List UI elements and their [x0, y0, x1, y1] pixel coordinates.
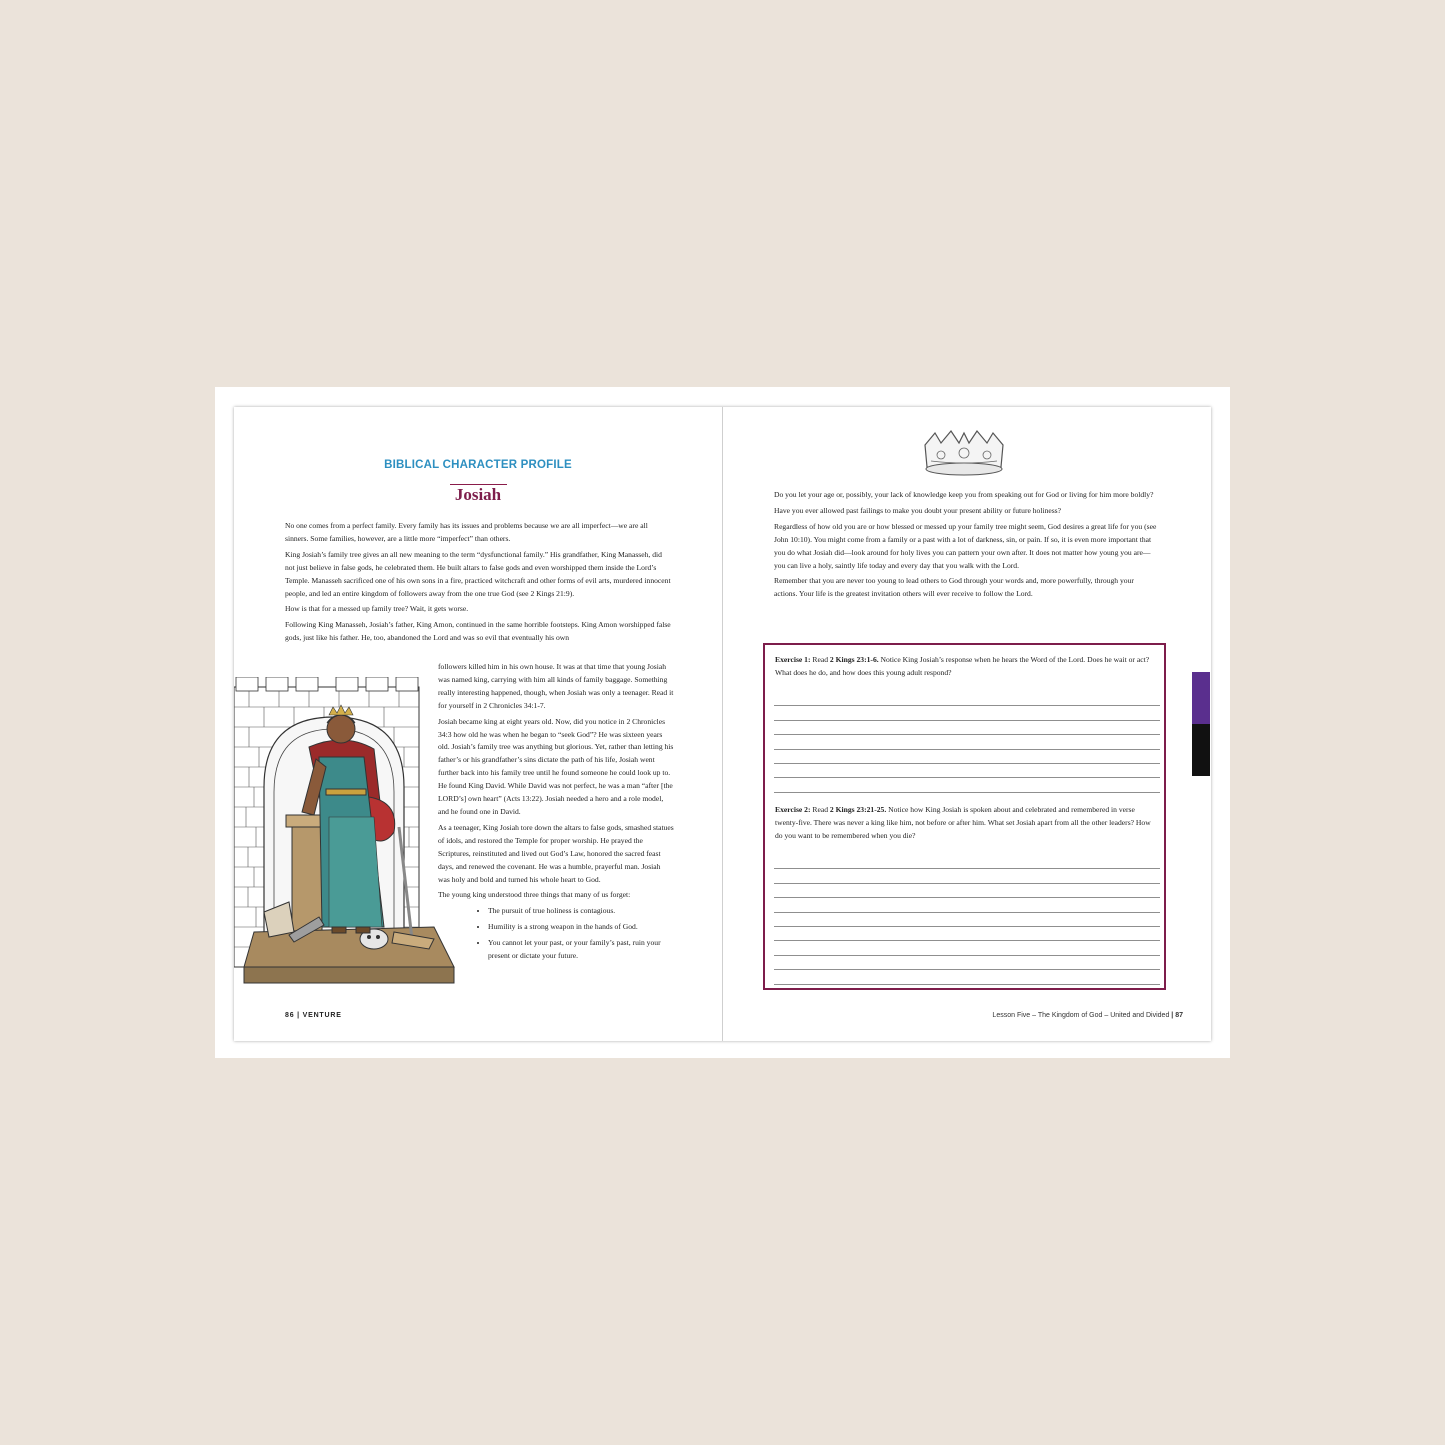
chapter-tab-purple: [1192, 672, 1210, 724]
column-text: [438, 661, 674, 966]
page-folio-left: 86 | VENTURE: [285, 1012, 342, 1019]
exercise-1-prompt: [775, 654, 1155, 680]
exercise-2-answer-lines[interactable]: [774, 855, 1160, 985]
exercise-text: Read: [810, 805, 830, 814]
exercise-box: [763, 643, 1166, 990]
exercise-text: Read: [810, 655, 830, 664]
list-item: • Humility is a strong weapon in the hands of God.: [488, 921, 674, 934]
reflection-text: [774, 489, 1158, 604]
list-item: • The pursuit of true holiness is contagious.: [488, 905, 674, 918]
paragraph: Remember that you are never too young to lead others to God through your words and, more powerfully, through your actions. Your life is the greatest invitation others will ever receive to follow the Lord.: [774, 576, 1134, 599]
paragraph: King Josiah’s family tree gives an all new meaning to the term “dysfunctional family.” His grandfather, King Manasseh, did not just believe in false gods, he celebrated them. He built altars to false gods and even worshipped them inside the Lord’s Temple. Manasseh sacrificed one of his own sons in a fire, practiced witchcraft and other forms of evil arts, murdered innocent people, and led an entire kingdom of followers away from the one true God (see 2 Kings 21:9).: [285, 549, 671, 598]
page-folio-right: [992, 1012, 1183, 1019]
exercise-text: Notice King Josiah’s response when he hears the Word of the Lord. Does he wait or act? What does he do, and how does this young adult respond?: [775, 655, 1150, 677]
paragraph: As a teenager, King Josiah tore down the altars to false gods, smashed statues of idols, and restored the Temple for proper worship. He prayed the Scriptures, reinstituted and lived out God’s Law, honored the sacred feast days, and renewed the covenant. He was a humble, prayerful man. Josiah was holy and bold and turned his whole heart to God.: [438, 822, 674, 884]
paragraph: Following King Manasseh, Josiah’s father, King Amon, continued in the same horrible footsteps. King Amon worshipped false gods, just like his father. He, too, abandoned the Lord and was so evil that eventually his own: [285, 620, 671, 643]
scripture-ref: 2 Kings 23:21-25.: [829, 805, 887, 814]
section-kicker: BIBLICAL CHARACTER PROFILE: [384, 459, 572, 471]
left-page: [234, 407, 722, 1041]
paragraph: How is that for a messed up family tree? Wait, it gets worse.: [285, 604, 469, 614]
crown-icon: [921, 429, 1007, 479]
page-title: Josiah: [454, 485, 502, 504]
intro-text: [285, 520, 671, 648]
paragraph: The young king understood three things that many of us forget:: [438, 890, 631, 900]
right-page: [723, 407, 1211, 1041]
exercise-2-prompt: [775, 804, 1155, 843]
book-spread: [234, 407, 1211, 1041]
paragraph: Do you let your age or, possibly, your lack of knowledge keep you from speaking out for God or living for him more boldly?: [774, 490, 1154, 499]
paragraph: Josiah became king at eight years old. Now, did you notice in 2 Chronicles 34:3 how old he was when he began to “seek God”? He was sixteen years old. Josiah’s family tree was anything but glorious. Yet, rather than letting his father’s or his grandfather’s sins dictate the path of his life, Josiah went further back into his family tree until he found someone he could look up to. He found King David. While David was not perfect, he was a man “after [the LORD’s] own heart” (Acts 13:22). Josiah needed a hero and a role model, and he found one in David.: [438, 716, 674, 816]
exercise-label: Exercise 2:: [775, 805, 811, 814]
scripture-ref: 2 Kings 23:1-6.: [829, 655, 879, 664]
page-number: 87: [1175, 1012, 1183, 1019]
king-josiah-illustration: [234, 677, 459, 989]
exercise-text: Notice how King Josiah is spoken about and celebrated and remembered in verse twenty-five. There was never a king like him, not before or after him. What set Josiah apart from all the other leaders? How do you want to be remembered when you die?: [775, 805, 1151, 840]
bullet-list: [438, 905, 674, 963]
paragraph: followers killed him in his own house. It was at that time that young Josiah was named king, carrying with him all kinds of family baggage. Something really interesting happened, though, when Josiah was only a teenager. Read it for yourself in 2 Chronicles 34:1-7.: [438, 662, 674, 710]
list-item: • You cannot let your past, or your family’s past, ruin your present or dictate your future.: [488, 937, 674, 963]
chapter-tab-black: [1192, 724, 1210, 776]
exercise-label: Exercise 1:: [775, 655, 811, 664]
paragraph: No one comes from a perfect family. Every family has its issues and problems because we are all imperfect—we are all sinners. Some families, however, are a little more “imperfect” than others.: [285, 521, 648, 543]
folio-text: Lesson Five – The Kingdom of God – United and Divided: [992, 1012, 1170, 1019]
paragraph: Regardless of how old you are or how blessed or messed up your family tree might seem, God desires a great life for you (see John 10:10). You might come from a family or a past with a lot of darkness, sin, or pain. If so, it is even more important that you do what Josiah did—look around for holy lives you can pattern your own after. It does not matter how young you are—you can live a holy, saintly life today and every day that you walk with the Lord.: [774, 521, 1157, 570]
paragraph: Have you ever allowed past failings to make you doubt your present ability or future holiness?: [774, 505, 1062, 515]
folio-separator: |: [1169, 1012, 1176, 1019]
exercise-1-answer-lines[interactable]: [774, 692, 1160, 793]
